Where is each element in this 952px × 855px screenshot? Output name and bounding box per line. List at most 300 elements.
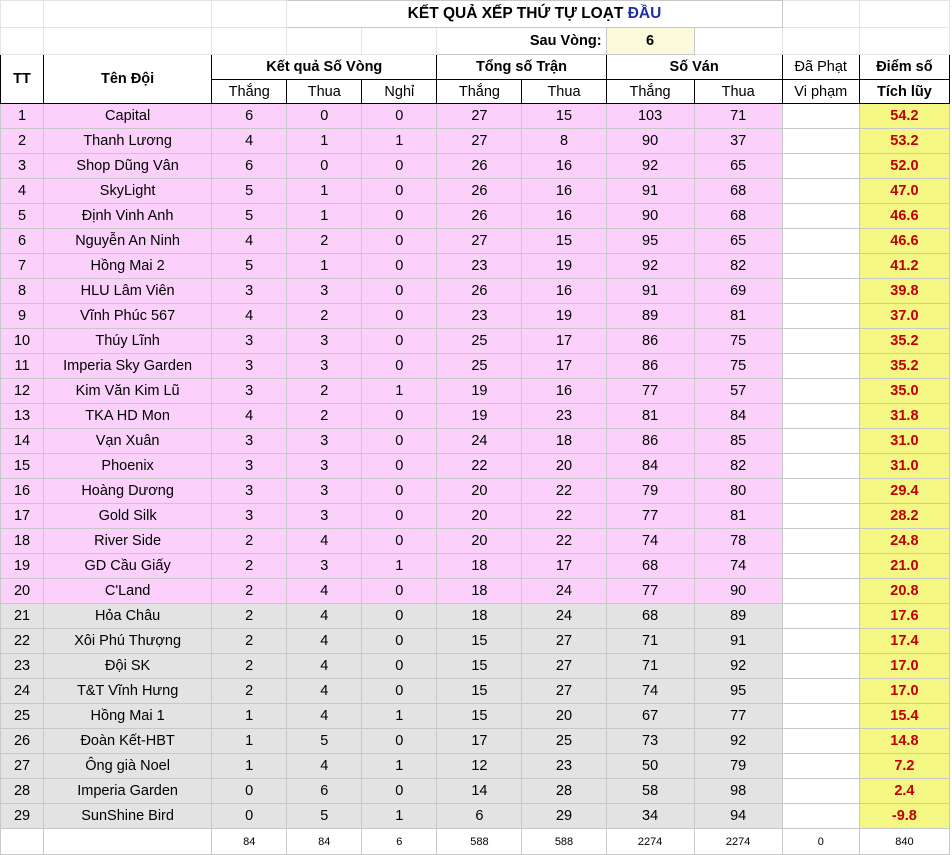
team-rank-cell[interactable]: 21 [1, 604, 44, 629]
penalty-cell[interactable] [782, 204, 859, 229]
penalty-cell[interactable] [782, 629, 859, 654]
game-loss-cell[interactable]: 65 [694, 229, 782, 254]
round-win-cell[interactable]: 6 [212, 154, 287, 179]
match-win-cell[interactable]: 27 [437, 129, 522, 154]
points-cell[interactable]: 17.0 [859, 679, 949, 704]
points-cell[interactable]: 37.0 [859, 304, 949, 329]
penalty-cell[interactable] [782, 404, 859, 429]
total-match-loss[interactable]: 588 [522, 829, 606, 855]
game-loss-cell[interactable]: 94 [694, 804, 782, 829]
round-win-cell[interactable]: 3 [212, 379, 287, 404]
team-rank-cell[interactable]: 10 [1, 329, 44, 354]
round-loss-cell[interactable]: 3 [287, 329, 362, 354]
total-points[interactable]: 840 [859, 829, 949, 855]
round-win-cell[interactable]: 3 [212, 354, 287, 379]
points-cell[interactable]: 35.2 [859, 329, 949, 354]
match-win-cell[interactable]: 20 [437, 504, 522, 529]
penalty-cell[interactable] [782, 229, 859, 254]
team-rank-cell[interactable]: 20 [1, 579, 44, 604]
team-name-cell[interactable]: Thúy Lĩnh [44, 329, 212, 354]
round-loss-cell[interactable]: 3 [287, 454, 362, 479]
match-win-cell[interactable]: 25 [437, 354, 522, 379]
game-win-cell[interactable]: 90 [606, 204, 694, 229]
game-win-cell[interactable]: 74 [606, 679, 694, 704]
round-rest-cell[interactable]: 1 [362, 554, 437, 579]
game-win-cell[interactable]: 90 [606, 129, 694, 154]
points-cell[interactable]: 31.0 [859, 454, 949, 479]
round-rest-cell[interactable]: 0 [362, 104, 437, 129]
team-name-cell[interactable]: Hồng Mai 1 [44, 704, 212, 729]
match-loss-cell[interactable]: 20 [522, 454, 606, 479]
team-rank-cell[interactable]: 25 [1, 704, 44, 729]
game-loss-cell[interactable]: 95 [694, 679, 782, 704]
team-name-cell[interactable]: GD Cầu Giấy [44, 554, 212, 579]
total-round-loss[interactable]: 84 [287, 829, 362, 855]
game-win-cell[interactable]: 79 [606, 479, 694, 504]
points-cell[interactable]: 41.2 [859, 254, 949, 279]
game-win-cell[interactable]: 73 [606, 729, 694, 754]
game-win-cell[interactable]: 91 [606, 279, 694, 304]
round-rest-cell[interactable]: 0 [362, 729, 437, 754]
game-loss-cell[interactable]: 71 [694, 104, 782, 129]
match-win-cell[interactable]: 26 [437, 154, 522, 179]
match-win-cell[interactable]: 18 [437, 579, 522, 604]
match-loss-cell[interactable]: 17 [522, 329, 606, 354]
points-cell[interactable]: 29.4 [859, 479, 949, 504]
game-win-cell[interactable]: 50 [606, 754, 694, 779]
team-name-cell[interactable]: C'Land [44, 579, 212, 604]
team-name-cell[interactable]: Gold Silk [44, 504, 212, 529]
team-rank-cell[interactable]: 22 [1, 629, 44, 654]
game-loss-cell[interactable]: 80 [694, 479, 782, 504]
team-rank-cell[interactable]: 5 [1, 204, 44, 229]
match-win-cell[interactable]: 27 [437, 229, 522, 254]
penalty-cell[interactable] [782, 554, 859, 579]
team-name-cell[interactable]: Nguyễn An Ninh [44, 229, 212, 254]
match-loss-cell[interactable]: 22 [522, 479, 606, 504]
match-loss-cell[interactable]: 17 [522, 354, 606, 379]
round-win-cell[interactable]: 4 [212, 404, 287, 429]
round-win-cell[interactable]: 1 [212, 704, 287, 729]
match-win-cell[interactable]: 23 [437, 254, 522, 279]
game-loss-cell[interactable]: 91 [694, 629, 782, 654]
match-win-cell[interactable]: 25 [437, 329, 522, 354]
game-loss-cell[interactable]: 79 [694, 754, 782, 779]
penalty-cell[interactable] [782, 579, 859, 604]
team-name-cell[interactable]: T&T Vĩnh Hưng [44, 679, 212, 704]
round-win-cell[interactable]: 3 [212, 504, 287, 529]
match-win-cell[interactable]: 18 [437, 554, 522, 579]
round-win-cell[interactable]: 5 [212, 179, 287, 204]
team-rank-cell[interactable]: 2 [1, 129, 44, 154]
points-cell[interactable]: 14.8 [859, 729, 949, 754]
total-match-win[interactable]: 588 [437, 829, 522, 855]
game-win-cell[interactable]: 71 [606, 654, 694, 679]
penalty-cell[interactable] [782, 104, 859, 129]
round-rest-cell[interactable]: 1 [362, 754, 437, 779]
points-cell[interactable]: 15.4 [859, 704, 949, 729]
match-loss-cell[interactable]: 24 [522, 604, 606, 629]
round-win-cell[interactable]: 2 [212, 529, 287, 554]
points-cell[interactable]: 52.0 [859, 154, 949, 179]
round-win-cell[interactable]: 3 [212, 454, 287, 479]
game-loss-cell[interactable]: 75 [694, 329, 782, 354]
round-loss-cell[interactable]: 4 [287, 704, 362, 729]
penalty-cell[interactable] [782, 154, 859, 179]
round-loss-cell[interactable]: 1 [287, 254, 362, 279]
penalty-cell[interactable] [782, 479, 859, 504]
match-win-cell[interactable]: 26 [437, 179, 522, 204]
game-win-cell[interactable]: 81 [606, 404, 694, 429]
points-cell[interactable]: 24.8 [859, 529, 949, 554]
match-loss-cell[interactable]: 23 [522, 404, 606, 429]
penalty-cell[interactable] [782, 304, 859, 329]
match-loss-cell[interactable]: 28 [522, 779, 606, 804]
team-rank-cell[interactable]: 27 [1, 754, 44, 779]
team-name-cell[interactable]: Hoàng Dương [44, 479, 212, 504]
team-name-cell[interactable]: Vạn Xuân [44, 429, 212, 454]
game-loss-cell[interactable]: 84 [694, 404, 782, 429]
match-win-cell[interactable]: 15 [437, 629, 522, 654]
team-rank-cell[interactable]: 12 [1, 379, 44, 404]
team-name-cell[interactable]: SunShine Bird [44, 804, 212, 829]
round-rest-cell[interactable]: 1 [362, 804, 437, 829]
match-loss-cell[interactable]: 29 [522, 804, 606, 829]
points-cell[interactable]: 47.0 [859, 179, 949, 204]
round-rest-cell[interactable]: 0 [362, 279, 437, 304]
penalty-cell[interactable] [782, 779, 859, 804]
team-rank-cell[interactable]: 13 [1, 404, 44, 429]
penalty-cell[interactable] [782, 704, 859, 729]
match-win-cell[interactable]: 6 [437, 804, 522, 829]
match-loss-cell[interactable]: 17 [522, 554, 606, 579]
round-loss-cell[interactable]: 2 [287, 379, 362, 404]
round-rest-cell[interactable]: 0 [362, 779, 437, 804]
round-loss-cell[interactable]: 3 [287, 429, 362, 454]
round-loss-cell[interactable]: 3 [287, 504, 362, 529]
round-loss-cell[interactable]: 4 [287, 629, 362, 654]
round-win-cell[interactable]: 5 [212, 254, 287, 279]
game-win-cell[interactable]: 86 [606, 429, 694, 454]
team-rank-cell[interactable]: 28 [1, 779, 44, 804]
round-win-cell[interactable]: 0 [212, 779, 287, 804]
team-rank-cell[interactable]: 18 [1, 529, 44, 554]
team-rank-cell[interactable]: 29 [1, 804, 44, 829]
match-loss-cell[interactable]: 22 [522, 529, 606, 554]
penalty-cell[interactable] [782, 179, 859, 204]
round-loss-cell[interactable]: 3 [287, 354, 362, 379]
round-win-cell[interactable]: 2 [212, 679, 287, 704]
points-cell[interactable]: 21.0 [859, 554, 949, 579]
team-rank-cell[interactable]: 4 [1, 179, 44, 204]
match-loss-cell[interactable]: 16 [522, 279, 606, 304]
round-loss-cell[interactable]: 4 [287, 604, 362, 629]
team-name-cell[interactable]: Shop Dũng Vân [44, 154, 212, 179]
round-loss-cell[interactable]: 5 [287, 729, 362, 754]
team-name-cell[interactable]: Imperia Garden [44, 779, 212, 804]
team-name-cell[interactable]: HLU Lâm Viên [44, 279, 212, 304]
team-name-cell[interactable]: Phoenix [44, 454, 212, 479]
game-loss-cell[interactable]: 82 [694, 254, 782, 279]
round-rest-cell[interactable]: 0 [362, 179, 437, 204]
round-win-cell[interactable]: 0 [212, 804, 287, 829]
points-cell[interactable]: 31.8 [859, 404, 949, 429]
points-cell[interactable]: 17.0 [859, 654, 949, 679]
game-loss-cell[interactable]: 74 [694, 554, 782, 579]
game-win-cell[interactable]: 86 [606, 354, 694, 379]
game-win-cell[interactable]: 34 [606, 804, 694, 829]
game-win-cell[interactable]: 74 [606, 529, 694, 554]
team-name-cell[interactable]: Thanh Lương [44, 129, 212, 154]
team-rank-cell[interactable]: 8 [1, 279, 44, 304]
game-loss-cell[interactable]: 78 [694, 529, 782, 554]
team-name-cell[interactable]: Imperia Sky Garden [44, 354, 212, 379]
game-win-cell[interactable]: 92 [606, 154, 694, 179]
round-rest-cell[interactable]: 0 [362, 654, 437, 679]
match-win-cell[interactable]: 24 [437, 429, 522, 454]
match-loss-cell[interactable]: 23 [522, 754, 606, 779]
match-win-cell[interactable]: 27 [437, 104, 522, 129]
penalty-cell[interactable] [782, 279, 859, 304]
points-cell[interactable]: 54.2 [859, 104, 949, 129]
points-cell[interactable]: 17.6 [859, 604, 949, 629]
round-loss-cell[interactable]: 4 [287, 679, 362, 704]
points-cell[interactable]: 35.0 [859, 379, 949, 404]
round-loss-cell[interactable]: 4 [287, 654, 362, 679]
team-name-cell[interactable]: Vĩnh Phúc 567 [44, 304, 212, 329]
game-win-cell[interactable]: 77 [606, 579, 694, 604]
round-loss-cell[interactable]: 3 [287, 279, 362, 304]
points-cell[interactable]: 35.2 [859, 354, 949, 379]
game-loss-cell[interactable]: 69 [694, 279, 782, 304]
penalty-cell[interactable] [782, 654, 859, 679]
points-cell[interactable]: 28.2 [859, 504, 949, 529]
total-round-win[interactable]: 84 [212, 829, 287, 855]
team-rank-cell[interactable]: 6 [1, 229, 44, 254]
match-loss-cell[interactable]: 16 [522, 154, 606, 179]
team-name-cell[interactable]: Capital [44, 104, 212, 129]
round-loss-cell[interactable]: 4 [287, 754, 362, 779]
round-loss-cell[interactable]: 2 [287, 229, 362, 254]
team-rank-cell[interactable]: 11 [1, 354, 44, 379]
penalty-cell[interactable] [782, 529, 859, 554]
match-win-cell[interactable]: 19 [437, 404, 522, 429]
round-rest-cell[interactable]: 1 [362, 704, 437, 729]
round-rest-cell[interactable]: 0 [362, 429, 437, 454]
team-rank-cell[interactable]: 7 [1, 254, 44, 279]
team-rank-cell[interactable]: 16 [1, 479, 44, 504]
team-name-cell[interactable]: Định Vinh Anh [44, 204, 212, 229]
round-win-cell[interactable]: 3 [212, 479, 287, 504]
round-rest-cell[interactable]: 0 [362, 204, 437, 229]
points-cell[interactable]: 53.2 [859, 129, 949, 154]
match-loss-cell[interactable]: 22 [522, 504, 606, 529]
match-loss-cell[interactable]: 24 [522, 579, 606, 604]
round-loss-cell[interactable]: 2 [287, 304, 362, 329]
round-win-cell[interactable]: 2 [212, 554, 287, 579]
match-win-cell[interactable]: 15 [437, 679, 522, 704]
match-loss-cell[interactable]: 20 [522, 704, 606, 729]
match-loss-cell[interactable]: 15 [522, 229, 606, 254]
match-win-cell[interactable]: 12 [437, 754, 522, 779]
round-rest-cell[interactable]: 0 [362, 254, 437, 279]
game-win-cell[interactable]: 77 [606, 504, 694, 529]
round-loss-cell[interactable]: 4 [287, 529, 362, 554]
points-cell[interactable]: 2.4 [859, 779, 949, 804]
round-rest-cell[interactable]: 0 [362, 629, 437, 654]
match-win-cell[interactable]: 20 [437, 479, 522, 504]
round-win-cell[interactable]: 2 [212, 579, 287, 604]
round-rest-cell[interactable]: 1 [362, 129, 437, 154]
match-loss-cell[interactable]: 19 [522, 254, 606, 279]
round-rest-cell[interactable]: 1 [362, 379, 437, 404]
round-rest-cell[interactable]: 0 [362, 304, 437, 329]
round-win-cell[interactable]: 4 [212, 129, 287, 154]
penalty-cell[interactable] [782, 429, 859, 454]
penalty-cell[interactable] [782, 354, 859, 379]
game-win-cell[interactable]: 91 [606, 179, 694, 204]
team-rank-cell[interactable]: 9 [1, 304, 44, 329]
game-loss-cell[interactable]: 68 [694, 204, 782, 229]
points-cell[interactable]: 17.4 [859, 629, 949, 654]
game-loss-cell[interactable]: 92 [694, 729, 782, 754]
game-win-cell[interactable]: 68 [606, 604, 694, 629]
round-rest-cell[interactable]: 0 [362, 154, 437, 179]
round-rest-cell[interactable]: 0 [362, 354, 437, 379]
round-loss-cell[interactable]: 6 [287, 779, 362, 804]
round-rest-cell[interactable]: 0 [362, 454, 437, 479]
game-loss-cell[interactable]: 92 [694, 654, 782, 679]
game-win-cell[interactable]: 71 [606, 629, 694, 654]
match-loss-cell[interactable]: 16 [522, 204, 606, 229]
match-win-cell[interactable]: 19 [437, 379, 522, 404]
round-value[interactable]: 6 [606, 28, 694, 55]
game-win-cell[interactable]: 84 [606, 454, 694, 479]
penalty-cell[interactable] [782, 754, 859, 779]
game-loss-cell[interactable]: 68 [694, 179, 782, 204]
round-rest-cell[interactable]: 0 [362, 479, 437, 504]
game-win-cell[interactable]: 103 [606, 104, 694, 129]
penalty-cell[interactable] [782, 804, 859, 829]
round-rest-cell[interactable]: 0 [362, 329, 437, 354]
team-name-cell[interactable]: Đoàn Kết-HBT [44, 729, 212, 754]
match-win-cell[interactable]: 18 [437, 604, 522, 629]
points-cell[interactable]: 39.8 [859, 279, 949, 304]
round-loss-cell[interactable]: 3 [287, 554, 362, 579]
round-loss-cell[interactable]: 3 [287, 479, 362, 504]
match-loss-cell[interactable]: 25 [522, 729, 606, 754]
round-rest-cell[interactable]: 0 [362, 404, 437, 429]
total-round-rest[interactable]: 6 [362, 829, 437, 855]
round-loss-cell[interactable]: 5 [287, 804, 362, 829]
penalty-cell[interactable] [782, 729, 859, 754]
round-rest-cell[interactable]: 0 [362, 504, 437, 529]
round-loss-cell[interactable]: 4 [287, 579, 362, 604]
game-loss-cell[interactable]: 89 [694, 604, 782, 629]
match-loss-cell[interactable]: 8 [522, 129, 606, 154]
round-rest-cell[interactable]: 0 [362, 229, 437, 254]
team-name-cell[interactable]: Xôi Phú Thượng [44, 629, 212, 654]
game-loss-cell[interactable]: 65 [694, 154, 782, 179]
game-win-cell[interactable]: 92 [606, 254, 694, 279]
round-loss-cell[interactable]: 0 [287, 104, 362, 129]
penalty-cell[interactable] [782, 379, 859, 404]
round-loss-cell[interactable]: 1 [287, 129, 362, 154]
points-cell[interactable]: 46.6 [859, 229, 949, 254]
total-game-loss[interactable]: 2274 [694, 829, 782, 855]
match-win-cell[interactable]: 20 [437, 529, 522, 554]
team-name-cell[interactable]: TKA HD Mon [44, 404, 212, 429]
game-loss-cell[interactable]: 77 [694, 704, 782, 729]
team-rank-cell[interactable]: 15 [1, 454, 44, 479]
penalty-cell[interactable] [782, 129, 859, 154]
team-rank-cell[interactable]: 1 [1, 104, 44, 129]
match-win-cell[interactable]: 17 [437, 729, 522, 754]
round-rest-cell[interactable]: 0 [362, 679, 437, 704]
round-rest-cell[interactable]: 0 [362, 529, 437, 554]
game-loss-cell[interactable]: 90 [694, 579, 782, 604]
round-win-cell[interactable]: 2 [212, 604, 287, 629]
game-win-cell[interactable]: 68 [606, 554, 694, 579]
points-cell[interactable]: 46.6 [859, 204, 949, 229]
game-win-cell[interactable]: 95 [606, 229, 694, 254]
match-loss-cell[interactable]: 19 [522, 304, 606, 329]
match-win-cell[interactable]: 26 [437, 279, 522, 304]
total-game-win[interactable]: 2274 [606, 829, 694, 855]
game-loss-cell[interactable]: 98 [694, 779, 782, 804]
game-win-cell[interactable]: 89 [606, 304, 694, 329]
team-rank-cell[interactable]: 26 [1, 729, 44, 754]
round-win-cell[interactable]: 4 [212, 229, 287, 254]
round-win-cell[interactable]: 3 [212, 329, 287, 354]
penalty-cell[interactable] [782, 679, 859, 704]
round-win-cell[interactable]: 2 [212, 654, 287, 679]
round-rest-cell[interactable]: 0 [362, 579, 437, 604]
game-loss-cell[interactable]: 37 [694, 129, 782, 154]
penalty-cell[interactable] [782, 504, 859, 529]
round-win-cell[interactable]: 4 [212, 304, 287, 329]
team-rank-cell[interactable]: 24 [1, 679, 44, 704]
round-win-cell[interactable]: 5 [212, 204, 287, 229]
round-win-cell[interactable]: 2 [212, 629, 287, 654]
points-cell[interactable]: -9.8 [859, 804, 949, 829]
game-loss-cell[interactable]: 82 [694, 454, 782, 479]
points-cell[interactable]: 20.8 [859, 579, 949, 604]
team-rank-cell[interactable]: 23 [1, 654, 44, 679]
round-win-cell[interactable]: 1 [212, 729, 287, 754]
team-name-cell[interactable]: Đội SK [44, 654, 212, 679]
match-win-cell[interactable]: 22 [437, 454, 522, 479]
points-cell[interactable]: 7.2 [859, 754, 949, 779]
team-rank-cell[interactable]: 17 [1, 504, 44, 529]
penalty-cell[interactable] [782, 329, 859, 354]
team-name-cell[interactable]: Hồng Mai 2 [44, 254, 212, 279]
game-loss-cell[interactable]: 81 [694, 504, 782, 529]
penalty-cell[interactable] [782, 454, 859, 479]
match-loss-cell[interactable]: 27 [522, 654, 606, 679]
match-loss-cell[interactable]: 16 [522, 379, 606, 404]
team-name-cell[interactable]: River Side [44, 529, 212, 554]
round-loss-cell[interactable]: 1 [287, 179, 362, 204]
round-win-cell[interactable]: 3 [212, 279, 287, 304]
match-win-cell[interactable]: 15 [437, 704, 522, 729]
team-rank-cell[interactable]: 19 [1, 554, 44, 579]
game-loss-cell[interactable]: 75 [694, 354, 782, 379]
match-loss-cell[interactable]: 18 [522, 429, 606, 454]
team-name-cell[interactable]: Kim Văn Kim Lũ [44, 379, 212, 404]
match-loss-cell[interactable]: 27 [522, 629, 606, 654]
round-loss-cell[interactable]: 0 [287, 154, 362, 179]
